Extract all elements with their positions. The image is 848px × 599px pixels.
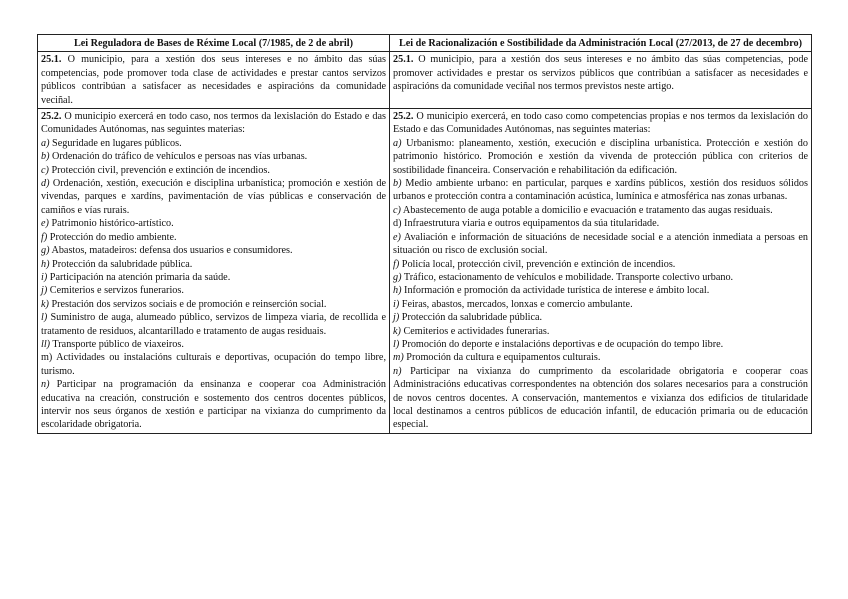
list-item [41, 351, 386, 378]
table-row [38, 52, 812, 109]
list-item [393, 298, 808, 311]
list-item [393, 177, 808, 204]
item-text: Transporte público de viaxeiros. [50, 338, 184, 350]
item-letter: m) [41, 352, 53, 364]
item-letter: c) [41, 164, 49, 176]
cell-left-25-2 [38, 109, 390, 434]
item-text: Suministro de auga, alumeado público, servizos de limpeza viaria, de recollida e tratamento de residuos, alcantarillado e tratamento de augas residuais. [41, 312, 386, 337]
item-letter: l) [41, 312, 48, 324]
list-item [41, 311, 386, 338]
item-text: Abastos, matadeiros: defensa dos usuarios e consumidores. [49, 245, 293, 257]
item-letter: g) [41, 245, 50, 257]
header-lrsal: Lei de Racionalización e Sostibilidade da Administración Local (27/2013, de 27 de decembro) [390, 35, 812, 52]
item-letter: d) [41, 178, 50, 190]
item-text: Prestación dos servizos sociais e de promoción e reinserción social. [48, 298, 327, 310]
item-letter: n) [393, 365, 402, 377]
list-item [393, 137, 808, 177]
item-text: Feiras, abastos, mercados, lonxas e comercio ambulante. [399, 298, 633, 310]
cell-right-25-1 [390, 52, 812, 109]
item-text: Infraestrutura viaria e outros equipamentos da súa titularidade. [401, 218, 660, 230]
item-text: Cemiterios e servizos funerarios. [47, 285, 184, 297]
item-text: Participación na atención primaria da saúde. [47, 271, 231, 283]
law-comparison-table [37, 34, 812, 434]
list-item [393, 204, 808, 217]
item-letter: n) [41, 379, 50, 391]
list-item [41, 338, 386, 351]
list-item [41, 284, 386, 297]
item-letter: i) [41, 271, 48, 283]
item-text: Ordenación do tráfico de vehículos e persoas nas vías urbanas. [49, 151, 308, 163]
list-item [41, 271, 386, 284]
item-letter: c) [393, 204, 401, 216]
list-item [393, 351, 808, 364]
article-number: 25.1. [393, 54, 414, 66]
item-letter: e) [41, 218, 49, 230]
list-item [393, 217, 808, 230]
article-number: 25.2. [393, 111, 414, 123]
table-row [38, 109, 812, 434]
item-letter: f) [393, 258, 400, 270]
item-letter: i) [393, 298, 400, 310]
list-item [41, 177, 386, 217]
article-text: O municipio, para a xestión dos seus intereses e no ámbito das súas competencias, pode promover toda clase de actividades e prestar cantos servizos públicos contribúan a satisfacer as necesidades e aspiracións da comunidade veciñal. [41, 54, 386, 106]
list-item [393, 258, 808, 271]
item-text: Abastecemento de auga potable a domicilio e evacuación e tratamento das augas residuais. [400, 204, 773, 216]
item-text: Promoción da cultura e equipamentos culturais. [403, 352, 601, 364]
article-intro [393, 110, 808, 137]
article-text: O municipio exercerá, en todo caso como competencias propias e nos termos da lexislación do Estado e das Comunidades Autónomas, nas seguintes materias: [393, 111, 808, 136]
list-item [41, 258, 386, 271]
item-text: Protección do medio ambiente. [47, 231, 177, 243]
item-letter: a) [393, 137, 402, 149]
item-text: Promoción do deporte e instalacións deportivas e de ocupación do tempo libre. [399, 338, 724, 350]
item-letter: h) [41, 258, 50, 270]
list-item [393, 271, 808, 284]
item-text: Urbanismo: planeamento, xestión, execución e disciplina urbanística. Protección e xestión do patrimonio histórico. Promoción e xestión da vivenda de protección pública con criterios de sostibilidade financeira. Conservación e rehabilitación da edificación. [393, 137, 808, 176]
item-letter: g) [393, 271, 402, 283]
article-number: 25.1. [41, 54, 62, 66]
list-item [41, 164, 386, 177]
list-item [41, 231, 386, 244]
item-letter: e) [393, 231, 401, 243]
item-text: Actividades ou instalacións culturais e deportivas, ocupación do tempo libre, turismo. [41, 352, 386, 377]
list-item [393, 338, 808, 351]
list-item [41, 217, 386, 230]
item-text: Seguridade en lugares públicos. [49, 137, 182, 149]
item-text: Ordenación, xestión, execución e disciplina urbanística; promoción e xestión de vivendas, parques e xardíns, pavimentación de vías públicas e conservación de camiños e vías rurais. [41, 178, 386, 216]
list-item [393, 311, 808, 324]
item-letter: h) [393, 285, 402, 297]
list-item [41, 137, 386, 150]
item-text: Policía local, protección civil, prevención e extinción de incendios. [399, 258, 676, 270]
item-letter: a) [41, 137, 50, 149]
header-row [38, 35, 812, 52]
item-letter: d) [393, 218, 402, 230]
item-text: Protección da salubridade pública. [399, 312, 543, 324]
item-letter: b) [41, 151, 50, 163]
list-item [393, 231, 808, 258]
item-text: Medio ambiente urbano: en particular, parques e xardíns públicos, xestión dos residuos sólidos urbanos e protección contra a contaminación acústica, lumínica e atmosférica nas zonas urbanas. [393, 178, 808, 203]
item-text: Avaliación e información de situacións de necesidade social e a atención inmediata a persoas en situación ou risco de exclusión social. [393, 231, 808, 257]
cell-left-25-1 [38, 52, 390, 109]
article-number: 25.2. [41, 111, 62, 123]
item-text: Información e promoción da actividade turística de interese e ámbito local. [401, 285, 710, 297]
item-letter: b) [393, 178, 402, 190]
item-text: Tráfico, estacionamento de vehículos e mobilidade. Transporte colectivo urbano. [401, 271, 734, 283]
header-lrbrl: Lei Reguladora de Bases de Réxime Local (7/1985, de 2 de abril) [38, 35, 390, 52]
list-item [41, 378, 386, 432]
item-letter: k) [393, 325, 401, 337]
item-letter: f) [41, 231, 48, 243]
list-item [393, 325, 808, 338]
list-item [393, 365, 808, 432]
item-text: Participar na programación da ensinanza e cooperar coa Administración educativa na creación, construción e sostemento dos centros docentes públicos, intervir nos seus órganos de xestión e participar na vixianza do cumprimento da escolaridade obrigatoria. [41, 379, 386, 431]
article-text: O municipio exercerá en todo caso, nos termos da lexislación do Estado e das Comunidades Autónomas, nas seguintes materias: [41, 111, 386, 136]
item-text: Patrimonio histórico-artístico. [48, 218, 174, 230]
item-letter: ll) [41, 338, 51, 350]
item-text: Cemiterios e actividades funerarias. [400, 325, 550, 337]
item-letter: m) [393, 352, 404, 364]
item-text: Participar na vixianza do cumprimento da escolaridade obrigatoria e cooperar coas Administracións educativas correspondentes na obtención dos solares necesarios para a construción de novos centros docentes. A conservación, mantementos e vixianza dos edificios de titularidade local destinamos a centros públicos de educación infantil, de educación primaria ou de educación especial. [393, 365, 808, 431]
article-text: O municipio, para a xestión dos seus intereses e no ámbito das súas competencias, pode promover actividades e prestar os servizos públicos que contribúan a satisfacer as necesidades e aspiracións da comunidade veciñal nos termos previstos neste artigo. [393, 54, 808, 93]
item-letter: j) [393, 312, 400, 324]
cell-right-25-2 [390, 109, 812, 434]
item-text: Protección civil, prevención e extinción de incendios. [48, 164, 270, 176]
list-item [41, 244, 386, 257]
list-item [393, 284, 808, 297]
item-letter: j) [41, 285, 48, 297]
item-letter: l) [393, 338, 400, 350]
list-item [41, 298, 386, 311]
item-text: Protección da salubridade pública. [49, 258, 193, 270]
list-item [41, 150, 386, 163]
item-letter: k) [41, 298, 49, 310]
article-intro [41, 110, 386, 137]
